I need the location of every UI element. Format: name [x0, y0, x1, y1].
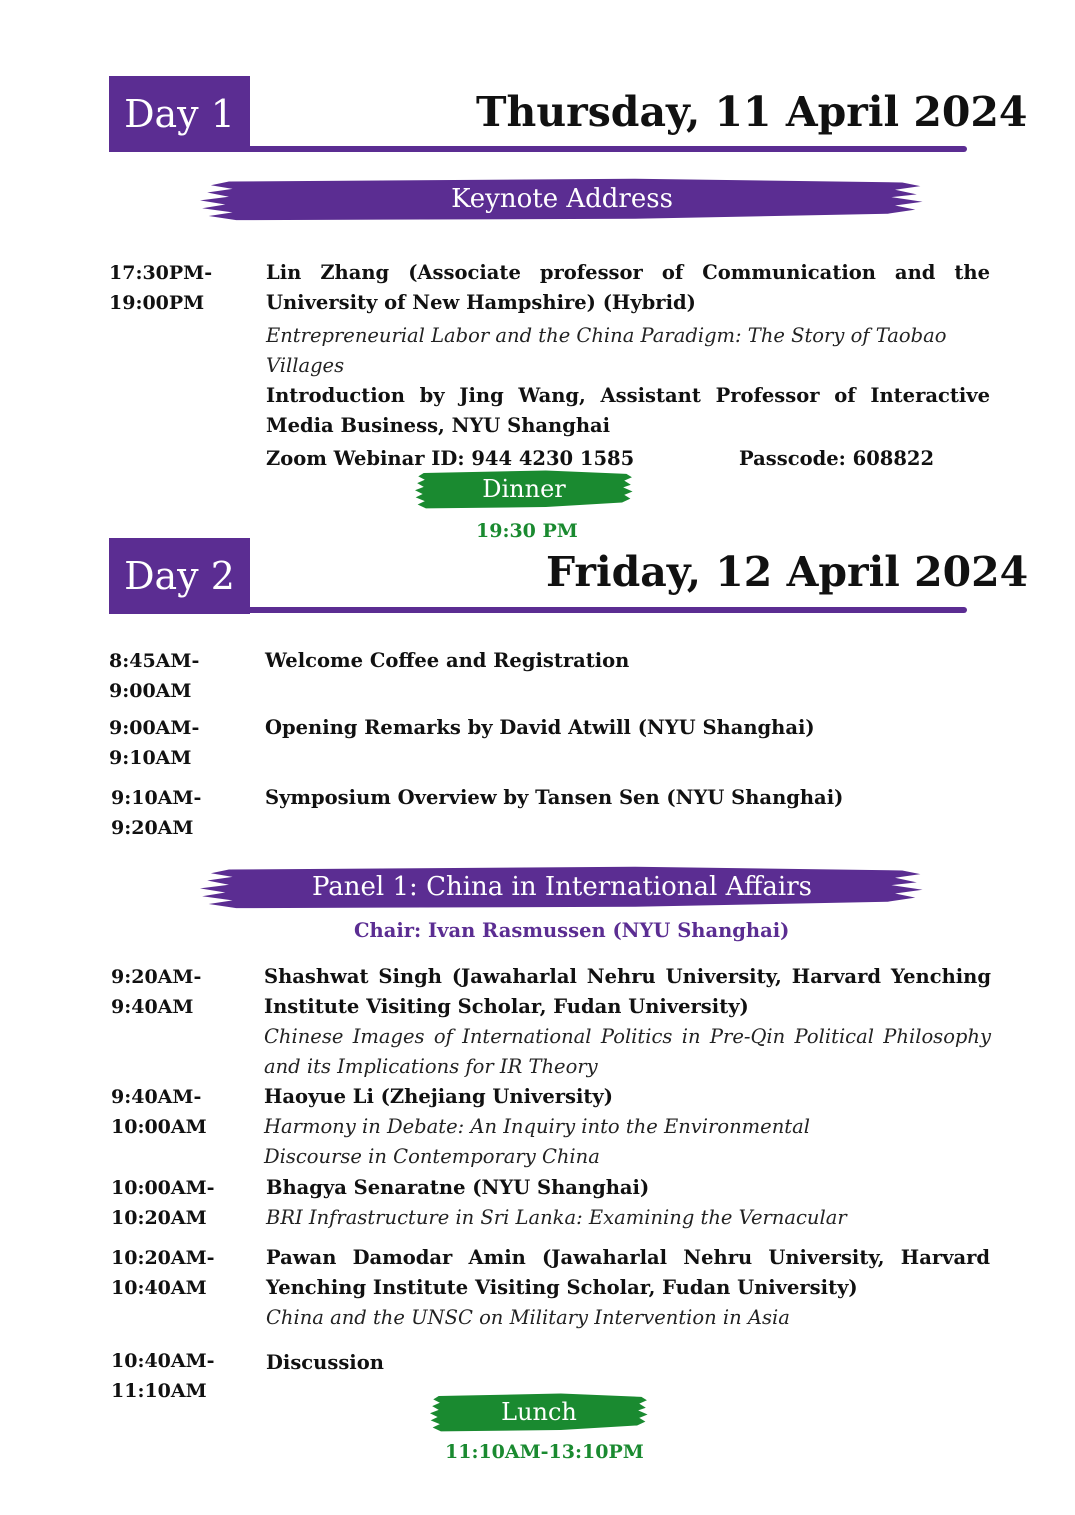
day2-underline	[109, 607, 967, 613]
talk-title: BRI Infrastructure in Sri Lanka: Examining the Vernacular	[266, 1206, 847, 1229]
zoom-webinar-id: Zoom Webinar ID: 944 4230 1585	[266, 447, 635, 470]
keynote-banner-label: Keynote Address	[451, 184, 673, 214]
talk-title: Chinese Images of International Politics in Pre-Qin Political Philosophy and its Implications for IR Theory	[264, 1025, 991, 1078]
talk-speaker: Pawan Damodar Amin (Jawaharlal Nehru University, Harvard Yenching Institute Visiting Scholar, Fudan University)	[266, 1246, 990, 1299]
talk-time-4: 10:20AM- 10:40AM	[111, 1247, 215, 1299]
dinner-banner-label: Dinner	[482, 475, 566, 503]
talk-time-1: 9:20AM- 9:40AM	[111, 966, 202, 1018]
morning-item-2: Opening Remarks by David Atwill (NYU Shanghai)	[265, 716, 815, 739]
keynote-entry	[266, 258, 990, 474]
day1-tab: Day 1	[109, 76, 250, 152]
keynote-intro: Introduction by Jing Wang, Assistant Professor of Interactive Media Business, NYU Shanghai	[266, 384, 990, 437]
morning-item-3: Symposium Overview by Tansen Sen (NYU Shanghai)	[265, 786, 844, 809]
talk-time-3: 10:00AM- 10:20AM	[111, 1177, 215, 1229]
dinner-time: 19:30 PM	[476, 520, 578, 542]
lunch-banner	[430, 1391, 648, 1433]
talk-time-2: 9:40AM- 10:00AM	[111, 1086, 207, 1138]
lunch-time: 11:10AM-13:10PM	[445, 1441, 644, 1463]
talk-4	[266, 1243, 990, 1333]
lunch-banner-label: Lunch	[501, 1398, 577, 1426]
keynote-time: 17:30PM- 19:00PM	[109, 262, 213, 314]
talk-1	[264, 962, 991, 1082]
talk-speaker: Haoyue Li (Zhejiang University)	[264, 1085, 613, 1108]
morning-time-1: 8:45AM- 9:00AM	[109, 650, 200, 702]
panel1-chair: Chair: Ivan Rasmussen (NYU Shanghai)	[354, 919, 790, 942]
morning-item-1: Welcome Coffee and Registration	[265, 649, 630, 672]
day2-tab: Day 2	[109, 538, 250, 614]
keynote-banner	[200, 176, 924, 222]
talk-title: Harmony in Debate: An Inquiry into the Environmental Discourse in Contemporary China	[264, 1115, 810, 1168]
panel1-banner	[200, 864, 924, 910]
discussion-label: Discussion	[266, 1351, 384, 1374]
talk-title: China and the UNSC on Military Intervention in Asia	[266, 1306, 790, 1329]
keynote-title: Entrepreneurial Labor and the China Paradigm: The Story of Taobao Villages	[266, 324, 947, 377]
dinner-banner	[415, 468, 633, 510]
day2-date: Friday, 12 April 2024	[546, 548, 1029, 596]
talk-speaker: Shashwat Singh (Jawaharlal Nehru University, Harvard Yenching Institute Visiting Scholar, Fudan University)	[264, 965, 991, 1018]
keynote-speaker: Lin Zhang (Associate professor of Communication and the University of New Hampshire) (Hybrid)	[266, 261, 990, 314]
day1-date: Thursday, 11 April 2024	[476, 88, 1028, 136]
panel1-banner-label: Panel 1: China in International Affairs	[311, 872, 813, 902]
talk-speaker: Bhagya Senaratne (NYU Shanghai)	[266, 1176, 650, 1199]
talk-2	[264, 1082, 884, 1172]
morning-time-3: 9:10AM- 9:20AM	[111, 787, 202, 839]
discussion-time: 10:40AM- 11:10AM	[111, 1350, 215, 1402]
day1-underline	[109, 146, 967, 152]
zoom-passcode: Passcode: 608822	[739, 447, 935, 470]
talk-3	[266, 1173, 990, 1233]
morning-time-2: 9:00AM- 9:10AM	[109, 717, 200, 769]
